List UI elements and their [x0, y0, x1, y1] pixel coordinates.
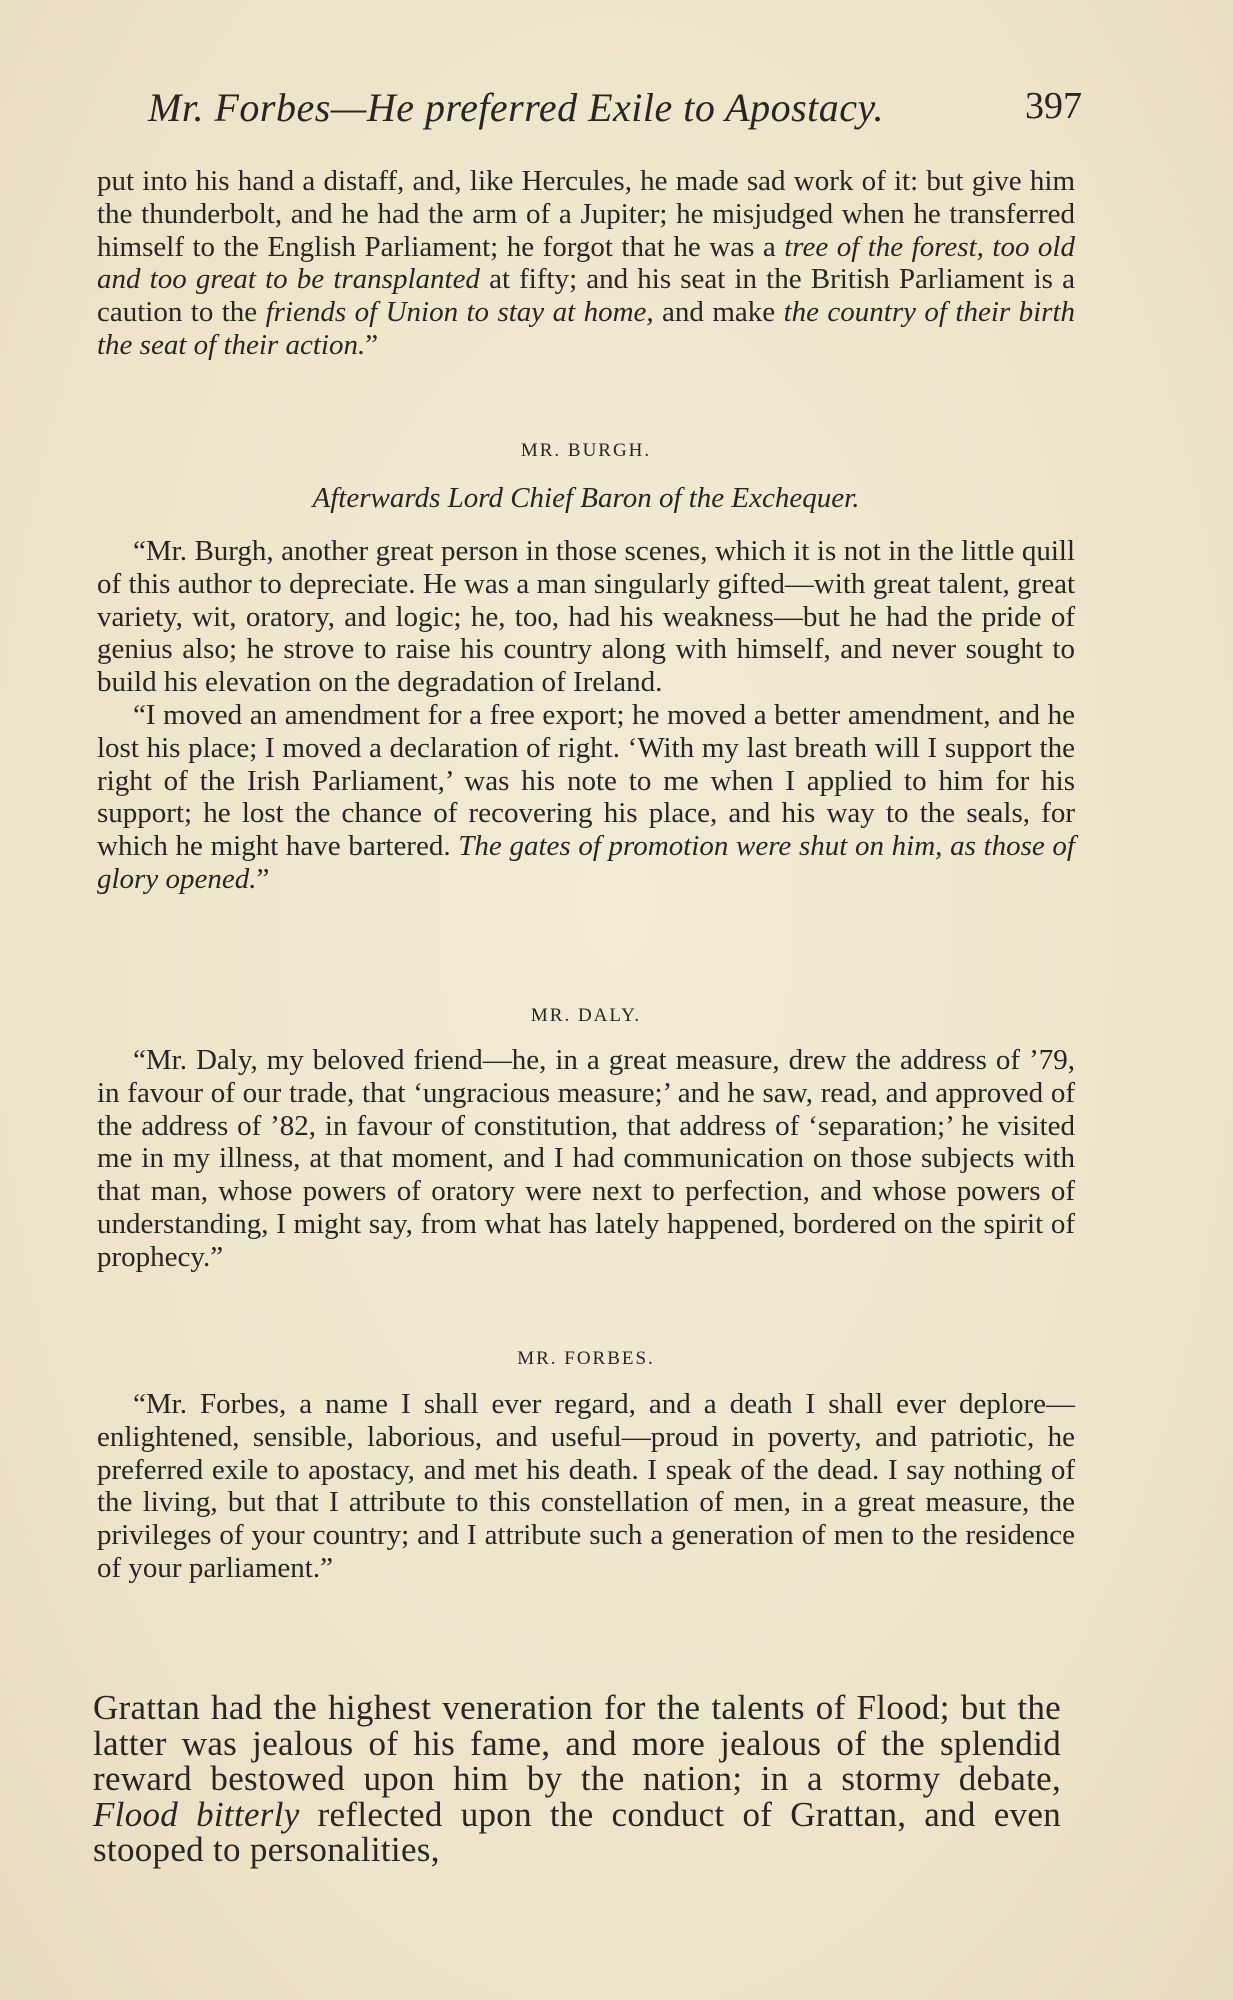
burgh-paragraph-1: “Mr. Burgh, another great person in those scenes, which it is not in the little quill of this author to depreciate. He was a man singularly gifted—with great talent, great variety, wit, oratory, and logic; he, too, had his weakness—but he had the pride of genius also; he strove to raise his country along with himself, and never sought to build his elevation on the degradation of Ireland. [97, 535, 1075, 699]
page-header [148, 80, 1082, 150]
page-number: 397 [1025, 85, 1082, 127]
burgh-subheading: Afterwards Lord Chief Baron of the Exchequer. [312, 482, 860, 514]
forbes-paragraph: “Mr. Forbes, a name I shall ever regard, and a death I shall ever deplore—enlightened, sensible, laborious, and useful—proud in poverty, and patriotic, he preferred exile to apostacy, and met his death. I speak of the dead. I say nothing of the living, but that I attribute to this constellation of men, in a great measure, the privileges of your country; and I attribute such a generation of men to the residence of your parliament.” [97, 1388, 1075, 1584]
forbes-section [97, 1388, 1075, 1585]
opening-text-1: put into his hand a distaff, and, like Hercules, he made sad work of it: but give him the thunderbolt, and he had the arm of a Jupiter; he misjudged when he transferred himself to the English Parliament; he forgot that he was a [97, 165, 1075, 263]
burgh-paragraph-2-end: ” [256, 862, 270, 895]
opening-italic-1: tree of the forest, too old and too great to be transplanted [97, 230, 1075, 296]
closing-text-1: Grattan had the highest veneration for the talents of Flood; but the latter was jealous of his fame, and more jealous of the splendid reward bestowed upon him by the nation; in a stormy debate, [93, 1688, 1061, 1798]
burgh-heading: MR. BURGH. [520, 440, 652, 461]
opening-text-4: ” [365, 328, 379, 361]
burgh-paragraph-2-italic: The gates of promotion were shut on him, as those of glory opened. [97, 830, 1075, 895]
closing-italic: Flood bitterly [93, 1794, 300, 1834]
opening-paragraph [97, 165, 1075, 362]
closing-paragraph [93, 1655, 1061, 1903]
opening-text-3: and make [653, 296, 784, 329]
forbes-heading: MR. FORBES. [517, 1348, 655, 1369]
daly-paragraph: “Mr. Daly, my beloved friend—he, in a great measure, drew the address of ’79, in favour of our trade, that ‘ungracious measure;’ and he saw, read, and approved of the address of ’82, in favour of constitution, that address of ‘separation;’ he visited me in my illness, at that moment, and I had communication on those subjects with that man, whose powers of oratory were next to perfection, and whose powers of understanding, I might say, from what has lately happened, bordered on the spirit of prophecy.” [97, 1044, 1075, 1273]
opening-italic-3: the country of their birth the seat of their action. [97, 296, 1076, 361]
burgh-paragraph-2-text: “I moved an amendment for a free export; he moved a better amendment, and he lost his place; I moved a declaration of right. ‘With my last breath will I support the right of the Irish Parliament,’ was his note to me when I applied to him for his support; he lost the chance of recovering his place, and his way to the seals, for which he might have bartered. [97, 698, 1075, 863]
opening-italic-2: friends of Union to stay at home, [265, 296, 654, 329]
running-head: Mr. Forbes—He preferred Exile to Apostacy. [148, 85, 885, 130]
burgh-section [97, 535, 1075, 896]
daly-section [97, 1044, 1075, 1274]
daly-heading: MR. DALY. [530, 1005, 642, 1026]
closing-text-2: reflected upon the conduct of Grattan, and even stooped to personalities, [93, 1794, 1061, 1869]
opening-text-2: at fifty; and his seat in the British Parliament is a caution to the [97, 263, 1075, 329]
burgh-paragraph-2 [97, 699, 1075, 896]
